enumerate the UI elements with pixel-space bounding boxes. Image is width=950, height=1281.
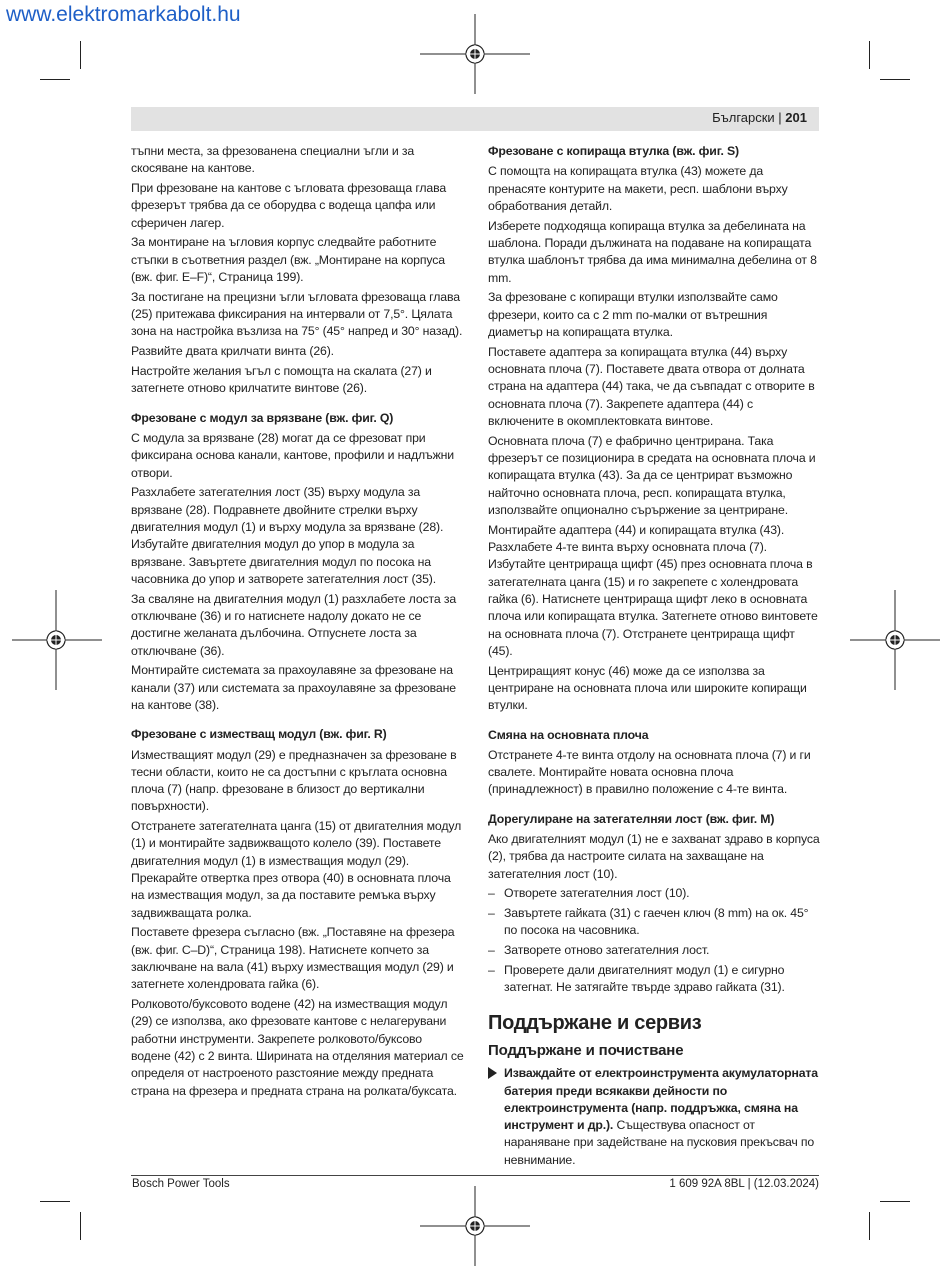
crop-mark	[869, 1212, 870, 1240]
crop-mark	[880, 1201, 910, 1202]
crop-mark	[40, 79, 70, 80]
section-heading: Фрезоване с изместващ модул (вж. фиг. R)	[131, 727, 387, 742]
paragraph: Основната плоча (7) е фабрично центрирана. Така фрезерът се позиционира в средата на основната плоча и копиращата втулка (43). За да се центрират възможно найточно основната плоча, респ. копиращата втулка, използвайте опционално сърържение за центриране.	[488, 433, 816, 517]
subsection-heading: Поддържане и почистване	[488, 1041, 684, 1059]
paragraph: За фрезоване с копиращи втулки използвайте само фрезери, които са с 2 mm по-малки от вътрешния диаметър на копиращата втулка.	[488, 290, 778, 339]
crop-mark	[40, 1201, 70, 1202]
paragraph: Настройте желания ъгъл с помощта на скалата (27) и затегнете отново крилчатите винтове (26).	[131, 364, 432, 396]
crop-mark	[880, 79, 910, 80]
registration-mark-left	[12, 590, 102, 690]
footer-doc-number: 1 609 92A 8BL | (12.03.2024)	[669, 1178, 819, 1190]
warning-bold-text: Изваждайте от електроинструмента акумулаторната батерия преди всякакви дейности по електроинструмента (напр. поддръжка, смяна на инструмент и др.).	[504, 1066, 818, 1133]
paragraph: За постигане на прецизни ъгли ъгловата фрезоваща глава (25) притежава фиксирания на интервали от 7,5°. Цялата зона на настройка възлиза на 75° (45° напред и 30° назад).	[131, 289, 463, 339]
section-heading: Дорегулиране на затегателняи лост (вж. фиг. M)	[488, 811, 775, 826]
section-heading: Фрезоване с модул за врязване (вж. фиг. Q)	[131, 410, 394, 425]
paragraph: Отстранете затегателната цанга (15) от двигателния модул (1) и монтирайте задвижващото колело (39). Поставете двигателния модул (1) в изместващия модул (29). Прекарайте отвертка през отвора (40) в основната плоча на изместващия модул, за да поставите ремъка върху задвижващата ролка.	[131, 819, 462, 920]
paragraph: Изберете подходяща копираща втулка за дебелината на шаблона. Поради дължината на подаване на копиращата втулка шаблонът трябва да има минимална дебелина от 8 mm.	[488, 218, 817, 285]
list-item: – Проверете дали двигателният модул (1) е сигурно затегнат. Не затягайте твърде здраво гайката (31).	[488, 962, 822, 997]
safety-warning	[488, 1065, 822, 1169]
footer-rule	[131, 1175, 819, 1176]
triangle-bullet-icon	[488, 1067, 497, 1079]
page-number: 201	[785, 110, 807, 125]
paragraph: Разхлабете затегателния лост (35) върху модула за врязване (28). Подравнете двойните стрелки върху двигателния модул (1) и върху модула за врязване (28). Избутайте двигателния модул до упор в модула за врязване. Завъртете двигателния модул по посока на часовника до упор и затворете затегателния лост (35).	[131, 485, 444, 586]
section-heading: Смяна на основната плоча	[488, 727, 649, 742]
paragraph: Поставете адаптера за копиращата втулка (44) върху основната плоча (7). Поставете двата отвора от долната страна на адаптера (44) така, че да съвпадат с отворите в основната плоча (7). Закрепете адаптера (44) с включените в окомплектовката винтове.	[488, 344, 815, 428]
paragraph: С модула за врязване (28) могат да се фрезоват при фиксирана основа канали, кантове, профили и надлъжни отвори.	[131, 430, 455, 480]
crop-mark	[80, 1212, 81, 1240]
registration-mark-right	[850, 590, 940, 690]
paragraph: Монтирайте адаптера (44) и копиращата втулка (43). Разхлабете 4-те винта върху основната плоча (7). Избутайте центрираща щифт (45) през основната плоча в затегателната цанга (15) и го закрепете с холендровата гайка (6). Натиснете центрираща щифт леко в основната плоча или копиращата втулка. Затегнете отново винтовете на основната плоча (7). Отстранете центрираща щифт (45).	[488, 522, 818, 658]
paragraph: Развийте двата крилчати винта (26).	[131, 344, 334, 359]
registration-mark-top	[420, 14, 530, 94]
paragraph: Центриращият конус (46) може да се използва за центриране на основната плоча или широките копиращи втулки.	[488, 663, 807, 713]
list-item: – Затворете отново затегателния лост.	[488, 942, 822, 959]
registration-mark-bottom	[420, 1186, 530, 1266]
watermark-link[interactable]: www.elektromarkabolt.hu	[6, 3, 241, 26]
left-column	[131, 143, 464, 1102]
paragraph: При фрезоване на кантове с ъгловата фрезоваща глава фрезерът трябва да се оборудва с водеща цапфа или сферичен лагер.	[131, 181, 447, 230]
paragraph: С помощта на копиращата втулка (43) можете да пренасяте контурите на макети, респ. шаблони върху обработвания детайл.	[488, 164, 788, 213]
paragraph: Изместващият модул (29) е предназначен за фрезоване в тесни области, които не са достъпни с кръглата основна плоча (7) (напр. фрезоване в близост до вертикални повърхности).	[131, 747, 457, 814]
crop-mark	[80, 41, 81, 69]
section-heading: Фрезоване с копираща втулка (вж. фиг. S)	[488, 144, 739, 158]
list-item: – Отворете затегателния лост (10).	[488, 885, 822, 902]
list-item: – Завъртете гайката (31) с гаечен ключ (8 mm) на ок. 45° по посока на часовника.	[488, 905, 822, 940]
paragraph: За сваляне на двигателния модул (1) разхлабете лоста за отключване (36) и го натиснете надолу докато не се достигне желаната дълбочина. Отпуснете лоста за отключване (36).	[131, 591, 457, 658]
paragraph: Ролковото/буксовото водене (42) на изместващия модул (29) се използва, ако фрезовате кантове с нелагерувани работни инструменти. Закрепете ролковото/буксово водене (42) с 2 винта. Ширината на отделяния материал се определя от настроеното разстояние между предната страна на фрезера и предната страна на ролката/буксата.	[131, 997, 464, 1098]
header-separator: |	[774, 110, 786, 125]
step-list	[488, 885, 822, 996]
paragraph: Ако двигателният модул (1) не е захванат здраво в корпуса (2), трябва да настроите силата на захващане на затегателния лост (10).	[488, 831, 820, 881]
paragraph: тъпни места, за фрезованена специални ъгли и за скосяване на кантове.	[131, 144, 415, 176]
footer-brand: Bosch Power Tools	[132, 1178, 230, 1190]
header-text	[712, 110, 807, 125]
warning-text: Съществува опасност от нараняване при задействане на пусковия прекъсвач по невнимание.	[504, 1118, 815, 1167]
page-header	[131, 107, 819, 131]
right-column	[488, 143, 822, 1169]
paragraph: Отстранете 4-те винта отдолу на основната плоча (7) и ги свалете. Монтирайте новата основна плоча (принадлежност) в правилно положение с 4-те винта.	[488, 747, 811, 797]
chapter-heading: Поддържане и сервиз	[488, 1011, 702, 1034]
crop-mark	[869, 41, 870, 69]
paragraph: За монтиране на ъгловия корпус следвайте работните стъпки в съответния раздел (вж. „Монтиране на корпуса (вж. фиг. E–F)“, Страница 199).	[131, 235, 445, 285]
paragraph: Монтирайте системата за прахоулавяне за фрезоване на канали (37) или системата за прахоулавяне за фрезоване на кантове (38).	[131, 663, 456, 712]
paragraph: Поставете фрезера съгласно (вж. „Поставяне на фрезера (вж. фиг. C–D)“, Страница 198). Натиснете копчето за заключване на вала (41) върху изместващия модул (29) и затегнете холендровата гайка (6).	[131, 925, 455, 992]
header-language: Български	[712, 110, 775, 125]
